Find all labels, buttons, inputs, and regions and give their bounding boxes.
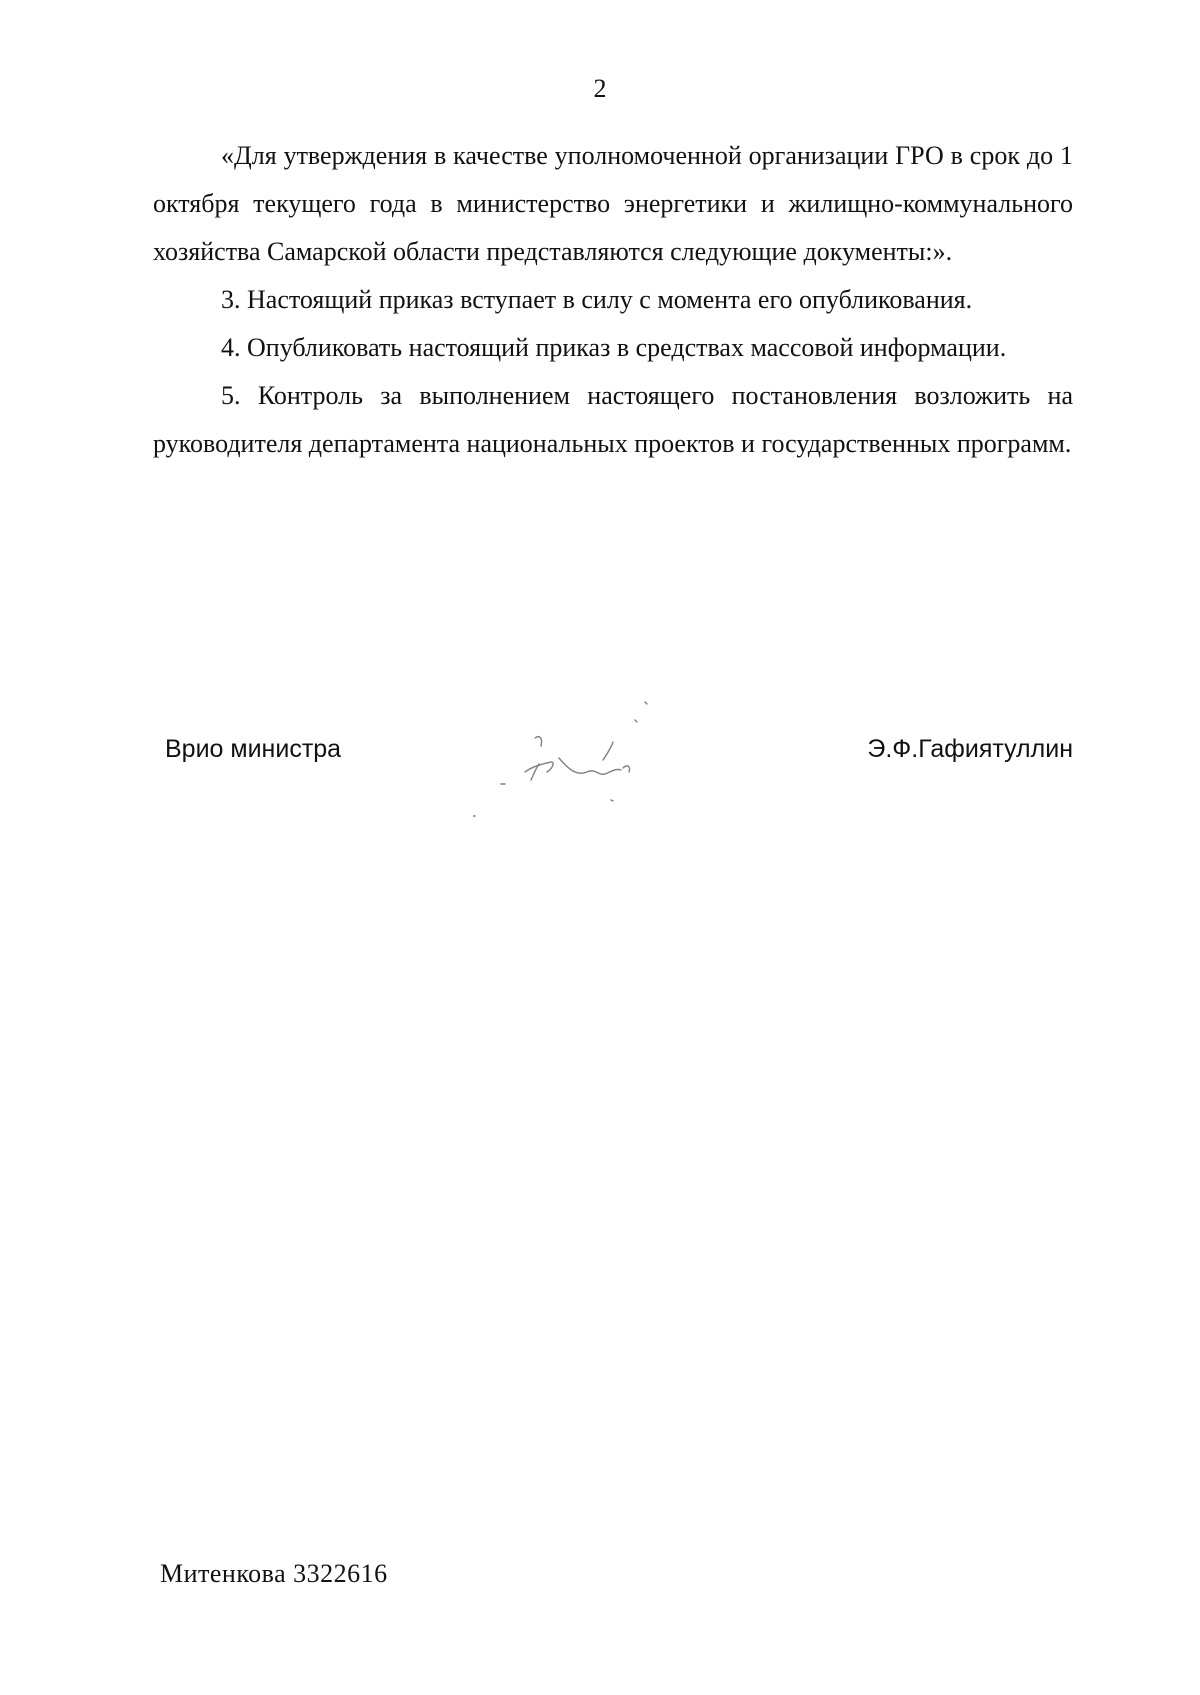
page-number: 2 [593, 74, 607, 103]
signatory-position: Врио министра [165, 735, 342, 763]
paragraph-approval-documents: «Для утверждения в качестве уполномоченной организации ГРО в срок до 1 октября текущего года в министерство энергетики и жилищно-коммунального хозяйства Самарской области представляются следующие документы:». [153, 141, 1073, 266]
paragraph-5-control: 5. Контроль за выполнением настоящего постановления возложить на руководителя департамента национальных проектов и государственных программ. [153, 381, 1073, 458]
signatory-name: Э.Ф.Гафиятуллин [867, 735, 1073, 763]
document-body [153, 132, 1073, 468]
signature-block [153, 735, 1073, 855]
paragraph-4-publication: 4. Опубликовать настоящий приказ в средствах массовой информации. [221, 333, 1007, 362]
handwritten-signature [473, 680, 693, 820]
paragraph-3-entry-into-force: 3. Настоящий приказ вступает в силу с момента его опубликования. [221, 285, 973, 314]
executor-contact: Митенкова 3322616 [160, 1559, 388, 1588]
